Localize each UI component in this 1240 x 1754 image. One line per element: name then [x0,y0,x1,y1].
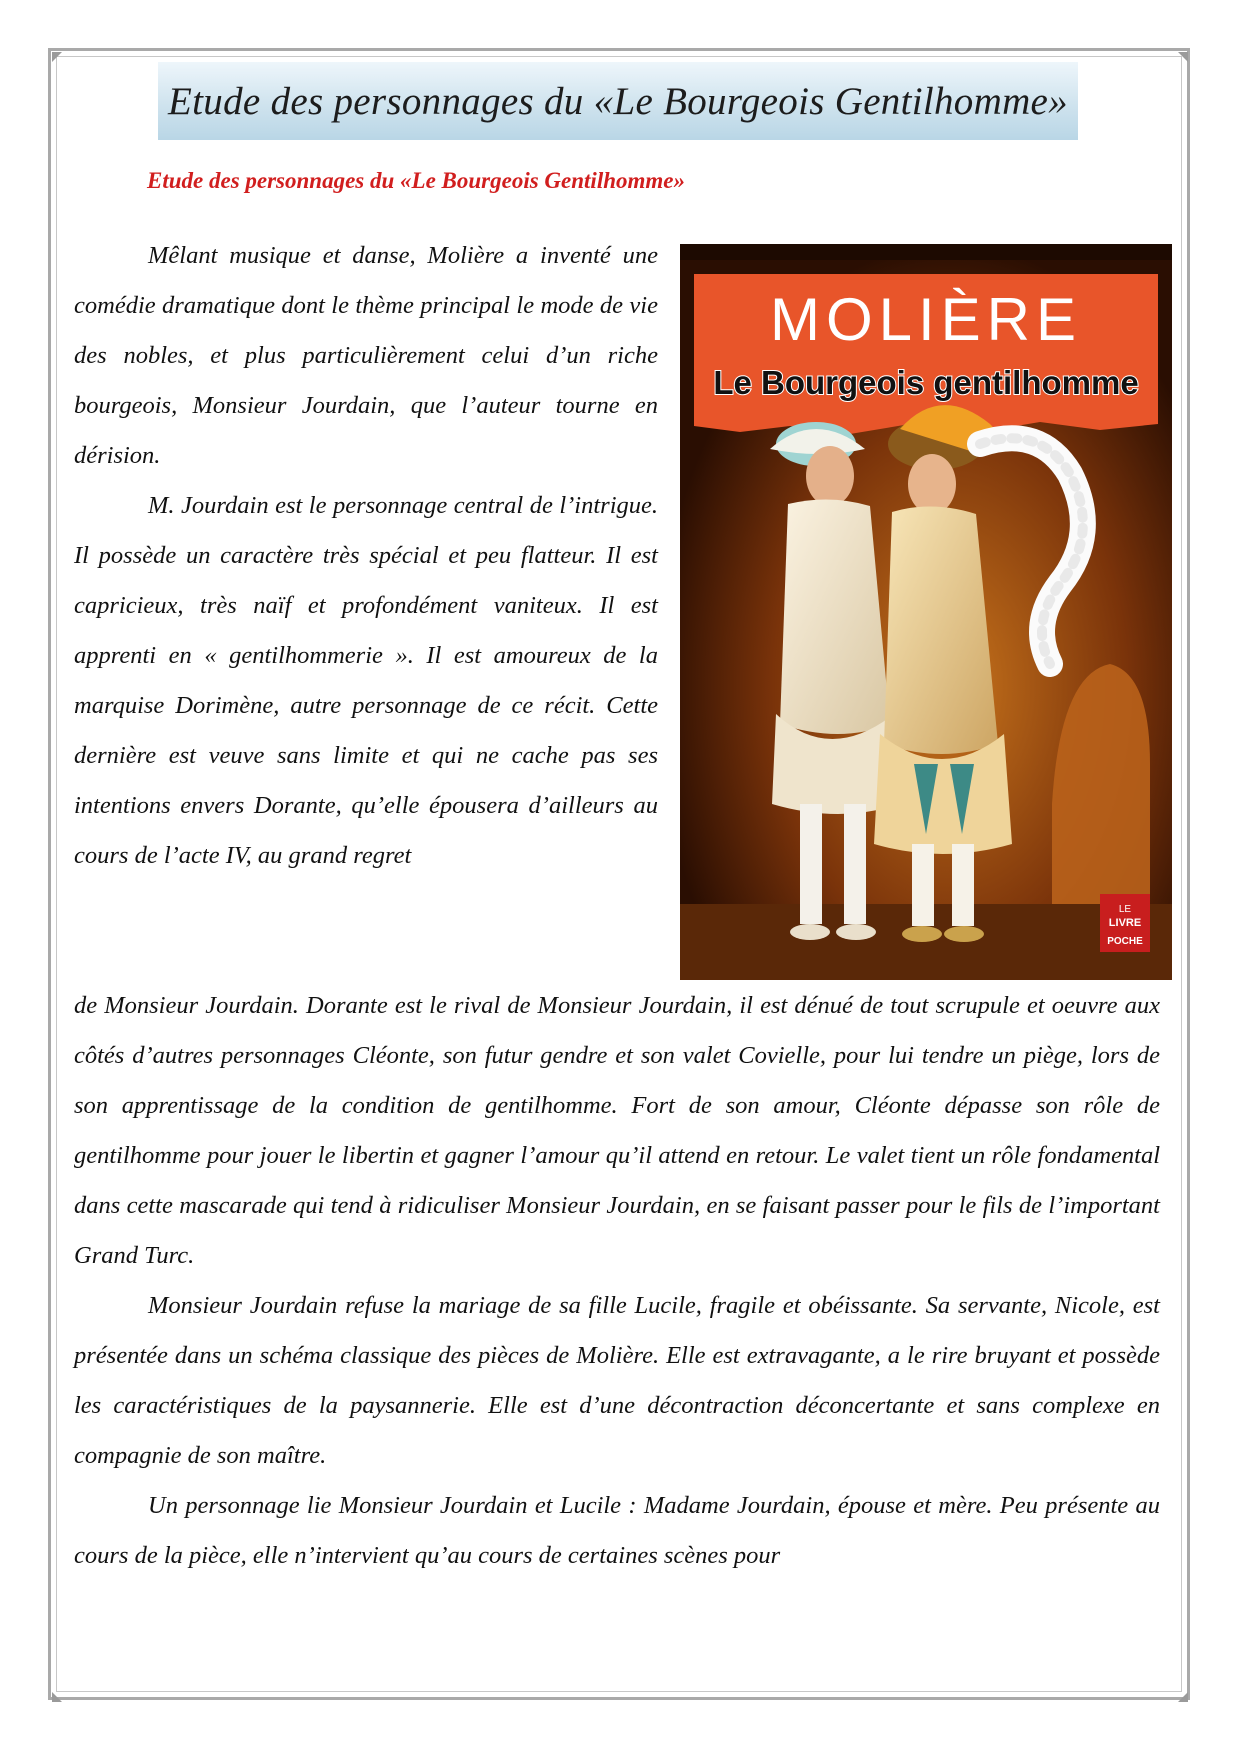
body-text [74,981,1160,1581]
corner-ornament-bottom-left [52,1692,62,1702]
book-cover-illustration [680,244,1172,980]
face-left [806,446,854,506]
svg-text:LIVRE: LIVRE [1108,917,1142,929]
intro-text-column [74,231,658,881]
section-heading: Etude des personnages du «Le Bourgeois Gentilhomme» [147,168,685,193]
paragraph-madame-jourdain: Un personnage lie Monsieur Jourdain et Lucile : Madame Jourdain, épouse et mère. Peu présente au cours de la pièce, elle n’intervient qu’au cours de certaines scènes pour [74,1492,1160,1569]
svg-text:LE: LE [1118,904,1132,915]
paragraph-intro: Mêlant musique et danse, Molière a inventé une comédie dramatique dont le thème principal le mode de vie des nobles, et plus particulièrement celui d’un riche bourgeois, Monsieur Jourdain, que l’auteur tourne en dérision. [74,242,658,469]
paragraph-dorante: de Monsieur Jourdain. Dorante est le rival de Monsieur Jourdain, il est dénué de tout scrupule et oeuvre aux côtés d’autres personnages Cléonte, son futur gendre et son valet Covielle, pour lui tendre un piège, lors de son apprentissage de la condition de gentilhomme. Fort de son amour, Cléonte dépasse son rôle de gentilhomme pour jouer le libertin et gagner l’amour qu’il attend en retour. Le valet tient un rôle fondamental dans cette mascarade qui tend à ridiculiser Monsieur Jourdain, en se faisant passer pour le fils de l’important Grand Turc. [74,992,1160,1269]
corner-ornament-bottom-right [1178,1692,1188,1702]
face-right [908,454,956,514]
paragraph-lucile-nicole: Monsieur Jourdain refuse la mariage de sa fille Lucile, fragile et obéissante. Sa servante, Nicole, est présentée dans un schéma classique des pièces de Molière. Elle est extravagante, a le rire bruyant et possède les caractéristiques de la paysannerie. Elle est d’une décontraction déconcertante et sans complexe en compagnie de son maître. [74,1292,1160,1469]
book-cover-image [680,244,1172,980]
svg-text:POCHE: POCHE [1107,936,1143,947]
cover-title: Le Bourgeois gentilhomme [713,364,1139,401]
paragraph-jourdain: M. Jourdain est le personnage central de l’intrigue. Il possède un caractère très spécial et peu flatteur. Il est capricieux, très naïf et profondément vaniteux. Il est apprenti en « gentilhommerie ». Il est amoureux de la marquise Dorimène, autre personnage de ce récit. Cette dernière est veuve sans limite et qui ne cache pas ses intentions envers Dorante, qu’elle épousera d’ailleurs au cours de l’acte IV, au grand regret [74,492,658,869]
title-banner [158,62,1078,140]
corner-ornament-top-right [1178,52,1188,62]
page-title: Etude des personnages du «Le Bourgeois Gentilhomme» [168,79,1068,123]
cover-author: MOLIÈRE [769,286,1083,353]
corner-ornament-top-left [52,52,62,62]
publisher-logo [1100,894,1150,952]
